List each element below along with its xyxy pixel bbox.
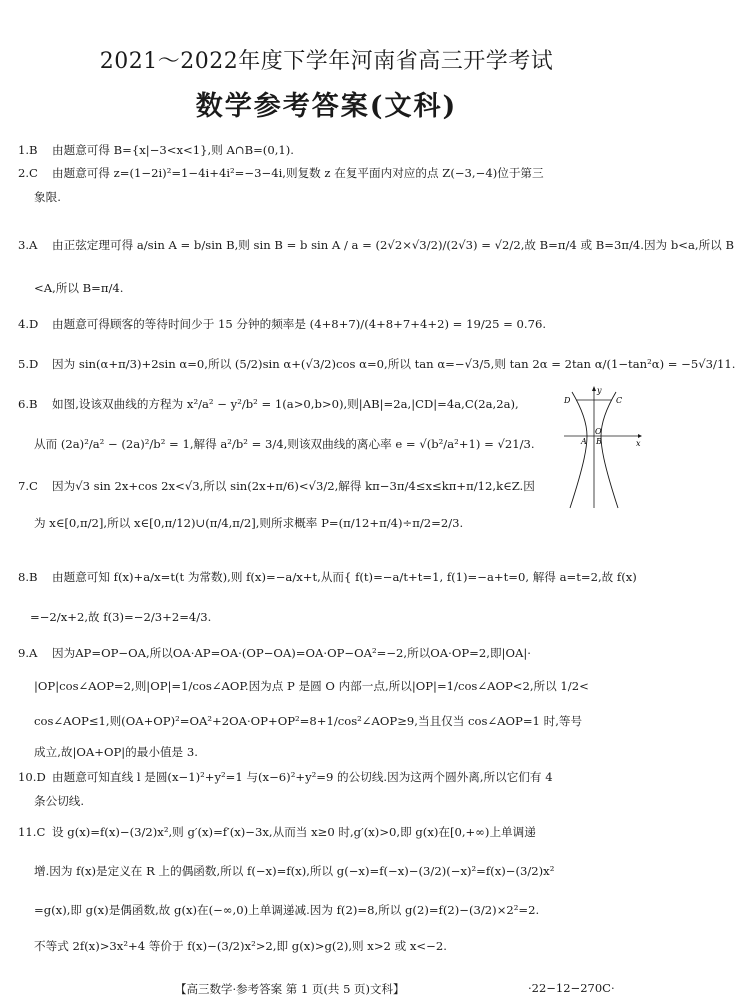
label-y: y	[597, 386, 602, 395]
answer-10-continued: 条公切线.	[34, 794, 85, 808]
label-b: B	[596, 437, 602, 446]
answer-key-title: 数学参考答案(文科)	[195, 91, 458, 122]
answer-number: 6.B	[18, 397, 38, 411]
answer-11-continued: 增.因为 f(x)是定义在 R 上的偶函数,所以 f(−x)=f(x),所以 g(−x)=f(−x)−(3/2)(−x)²=f(x)−(3/2)x²	[34, 864, 555, 878]
answer-7	[18, 479, 556, 494]
answer-number: 8.B	[18, 570, 38, 584]
answer-2-continued: 象限.	[34, 190, 61, 204]
label-x: x	[636, 439, 641, 448]
answer-number: 1.B	[18, 143, 38, 157]
answer-1	[18, 143, 636, 158]
answer-number: 2.C	[18, 166, 38, 180]
answer-4	[18, 317, 636, 332]
answer-text: 由题意可知直线 l 是圆(x−1)²+y²=1 与(x−6)²+y²=9 的公切线.因为这两个圆外离,所以它们有 4	[52, 770, 553, 784]
x-axis-arrow	[638, 434, 642, 438]
answer-8	[18, 570, 636, 585]
right-branch	[601, 392, 618, 508]
answer-9-continued: |OP|cos∠AOP=2,则|OP|=1/cos∠AOP.因为点 P 是圆 O 内部一点,所以|OP|=1/cos∠AOP<2,所以 1/2<	[34, 679, 589, 693]
answer-8-continued: =−2/x+2,故 f(3)=−2/3+2=4/3.	[30, 610, 212, 624]
answer-9-continued-3: 成立,故|OA+OP|的最小值是 3.	[34, 745, 198, 759]
answer-number: 5.D	[18, 357, 39, 371]
answer-number: 11.C	[18, 825, 46, 839]
exam-title: 2021～2022年度下学年河南省高三开学考试	[99, 49, 554, 74]
y-axis-arrow	[592, 386, 596, 391]
answer-7-continued: 为 x∈[0,π/2],所以 x∈[0,π/12)∪(π/4,π/2],则所求概率 P=(π/12+π/4)÷π/2=2/3.	[34, 516, 464, 530]
answer-text: 设 g(x)=f(x)−(3/2)x²,则 g′(x)=f′(x)−3x,从而当 x≥0 时,g′(x)>0,即 g(x)在[0,+∞)上单调递	[52, 825, 536, 839]
answer-2	[18, 166, 636, 181]
answer-3-continued: <A,所以 B=π/4.	[34, 281, 124, 295]
answer-text: 由题意可得 z=(1−2i)²=1−4i+4i²=−3−4i,则复数 z 在复平面内对应的点 Z(−3,−4)位于第三	[52, 166, 544, 180]
answer-text: 如图,设该双曲线的方程为 x²/a² − y²/b² = 1(a>0,b>0),则|AB|=2a,|CD|=4a,C(2a,2a),	[52, 397, 519, 411]
label-d: D	[564, 396, 571, 405]
answer-6-continued: 从而 (2a)²/a² − (2a)²/b² = 1,解得 a²/b² = 3/4,则该双曲线的离心率 e = √(b²/a²+1) = √21/3.	[34, 437, 535, 451]
answer-number: 7.C	[18, 479, 38, 493]
answer-6	[18, 397, 556, 412]
answer-9-continued-2: cos∠AOP≤1,则(OA+OP)²=OA²+2OA·OP+OP²=8+1/cos²∠AOP≥9,当且仅当 cos∠AOP=1 时,等号	[34, 714, 583, 728]
answer-text: 由正弦定理可得 a/sin A = b/sin B,则 sin B = b sin A / a = (2√2×√3/2)/(2√3) = √2/2,故 B=π/4 或 B=3π/4.因为 b<a,所以 B	[52, 238, 734, 252]
answer-5	[18, 357, 735, 372]
answer-text: 由题意可得 B={x|−3<x<1},则 A∩B=(0,1).	[52, 143, 294, 157]
answer-text: 由题意可知 f(x)+a/x=t(t 为常数),则 f(x)=−a/x+t,从而{ f(t)=−a/t+t=1, f(1)=−a+t=0, 解得 a=t=2,故 f(x)	[52, 570, 637, 584]
answer-10	[18, 770, 636, 785]
answer-number: 9.A	[18, 646, 38, 660]
left-branch	[570, 392, 587, 508]
answer-9	[18, 646, 636, 661]
answer-11	[18, 825, 636, 840]
label-c: C	[616, 396, 623, 405]
footer-code: ·22−12−270C·	[528, 981, 615, 995]
answer-number: 4.D	[18, 317, 39, 331]
answer-text: 因为AP=OP−OA,所以OA·AP=OA·(OP−OA)=OA·OP−OA²=−2,所以OA·OP=2,即|OA|·	[52, 646, 531, 660]
footer-page-info: 【高三数学·参考答案 第 1 页(共 5 页)文科】	[175, 982, 405, 996]
answer-text: 因为√3 sin 2x+cos 2x<√3,所以 sin(2x+π/6)<√3/2,解得 kπ−3π/4≤x≤kπ+π/12,k∈Z.因	[52, 479, 535, 493]
hyperbola-figure	[558, 384, 644, 512]
answer-text: 因为 sin(α+π/3)+2sin α=0,所以 (5/2)sin α+(√3/2)cos α=0,所以 tan α=−√3/5,则 tan 2α = 2tan α/(1−tan²α) = −5√3/11.	[52, 357, 735, 371]
label-a: A	[581, 437, 587, 446]
answer-text: 由题意可得顾客的等待时间少于 15 分钟的频率是 (4+8+7)/(4+8+7+4+2) = 19/25 = 0.76.	[52, 317, 547, 331]
answer-3	[18, 238, 734, 253]
label-o: O	[595, 427, 602, 436]
answer-number: 10.D	[18, 770, 46, 784]
answer-number: 3.A	[18, 238, 38, 252]
answer-11-continued-3: 不等式 2f(x)>3x²+4 等价于 f(x)−(3/2)x²>2,即 g(x)>g(2),则 x>2 或 x<−2.	[34, 939, 447, 953]
answer-11-continued-2: =g(x),即 g(x)是偶函数,故 g(x)在(−∞,0)上单调递减.因为 f(2)=8,所以 g(2)=f(2)−(3/2)×2²=2.	[34, 903, 540, 917]
